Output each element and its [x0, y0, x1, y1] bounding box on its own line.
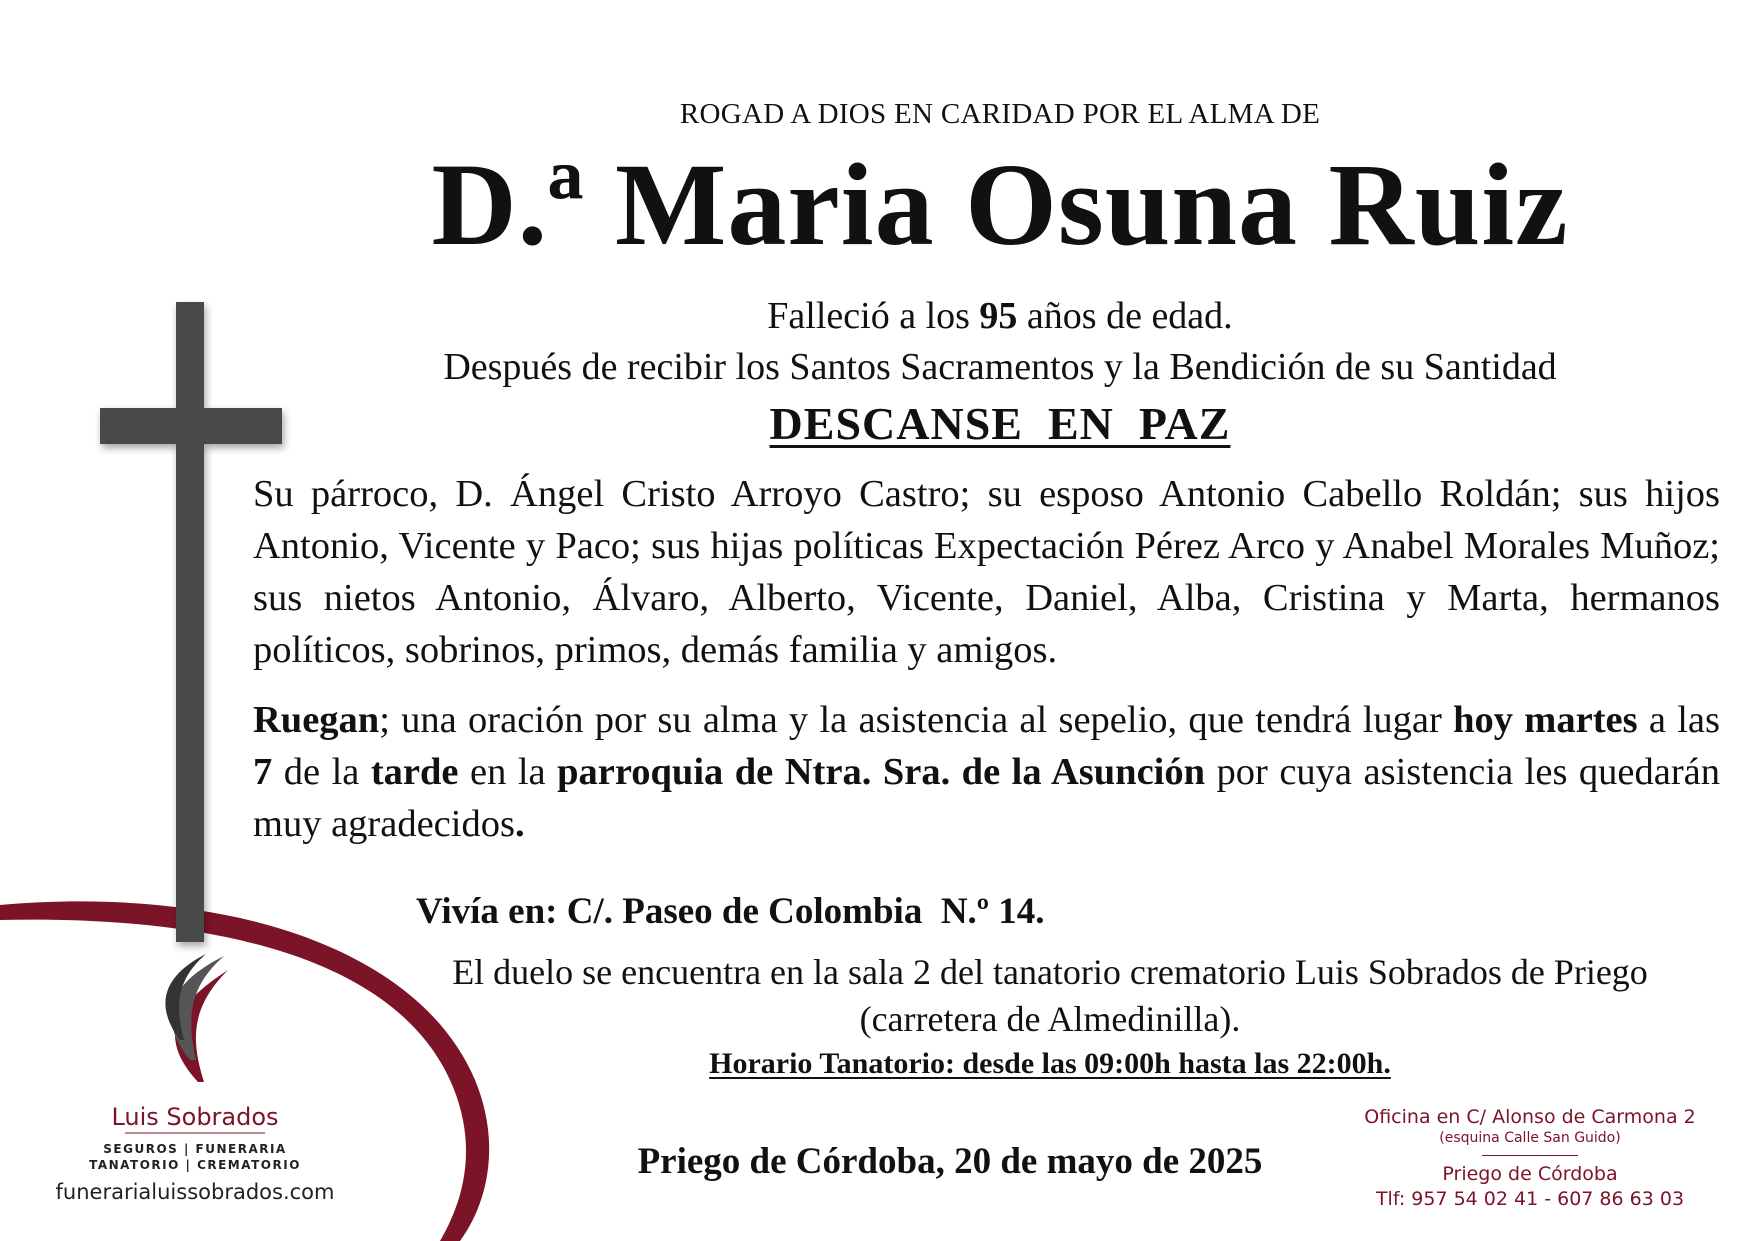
brand-tagline: SEGUROS | FUNERARIA: [103, 1142, 287, 1156]
request-text: ; una oración por su alma y la asistencia al sepelio, que tendrá lugar: [379, 699, 1454, 741]
request-text: de la: [272, 751, 371, 793]
family-paragraph: Su párroco, D. Ángel Cristo Arroyo Castro; su esposo Antonio Cabello Roldán; sus hijos Antonio, Vicente y Paco; sus hijas políticas Expectación Pérez Arco y Anabel Morales Muñoz; sus nietos Antonio, Álvaro, Alberto, Vicente, Daniel, Alba, Cristina y Marta, hermanos políticos, sobrinos, primos, demás familia y amigos.: [253, 473, 1720, 671]
rest-in-peace-heading: [400, 397, 1600, 450]
request-text: en la: [458, 751, 558, 793]
vigil-hours: [330, 1047, 1755, 1081]
brand-website: funerarialuissobrados.com: [55, 1180, 335, 1204]
sacraments-line: Después de recibir los Santos Sacramentos y la Bendición de su Santidad: [443, 346, 1557, 388]
request-hour: 7: [253, 751, 273, 793]
prayer-heading: ROGAD A DIOS EN CARIDAD POR EL ALMA DE: [679, 98, 1321, 130]
office-phone: Tlf: 957 54 02 41 - 607 86 63 03: [1375, 1188, 1685, 1210]
vigil-location-detail: (carretera de Almedinilla).: [859, 999, 1241, 1039]
age-value: 95: [979, 295, 1018, 337]
request-lead: Ruegan: [253, 699, 380, 741]
request-text: a las: [1637, 699, 1720, 741]
vigil-location: El duelo se encuentra en la sala 2 del tanatorio crematorio Luis Sobrados de Priego: [452, 952, 1648, 992]
rest-in-peace-text: DESCANSE EN PAZ: [769, 398, 1231, 449]
age-prefix: Falleció a los: [767, 295, 980, 337]
address-line: Vivía en: C/. Paseo de Colombia N.º 14.: [416, 891, 1045, 932]
request-time-of-day: tarde: [370, 751, 459, 793]
age-suffix: años de edad.: [1017, 295, 1233, 337]
place-and-date: Priego de Córdoba, 20 de mayo de 2025: [637, 1141, 1263, 1182]
office-city: Priego de Córdoba: [1442, 1163, 1618, 1185]
age-line: [400, 294, 1600, 338]
vigil-hours-text: Horario Tanatorio: desde las 09:00h hasta las 22:00h.: [709, 1047, 1391, 1080]
request-paragraph: [253, 694, 1720, 850]
office-address: Oficina en C/ Alonso de Carmona 2: [1364, 1106, 1696, 1128]
request-period: .: [514, 803, 525, 845]
brand-tagline: TANATORIO | CREMATORIO: [89, 1158, 301, 1172]
office-divider: [1482, 1155, 1578, 1156]
request-church: parroquia de Ntra. Sra. de la Asunción: [557, 751, 1206, 793]
request-day: hoy martes: [1453, 699, 1638, 741]
deceased-name: D.ª Maria Osuna Ruiz: [431, 139, 1569, 270]
request-text: por cuya asistencia les quedarán muy agradecidos: [253, 751, 1720, 845]
office-address-detail: (esquina Calle San Guido): [1439, 1130, 1621, 1146]
brand-name: Luis Sobrados: [111, 1103, 279, 1131]
